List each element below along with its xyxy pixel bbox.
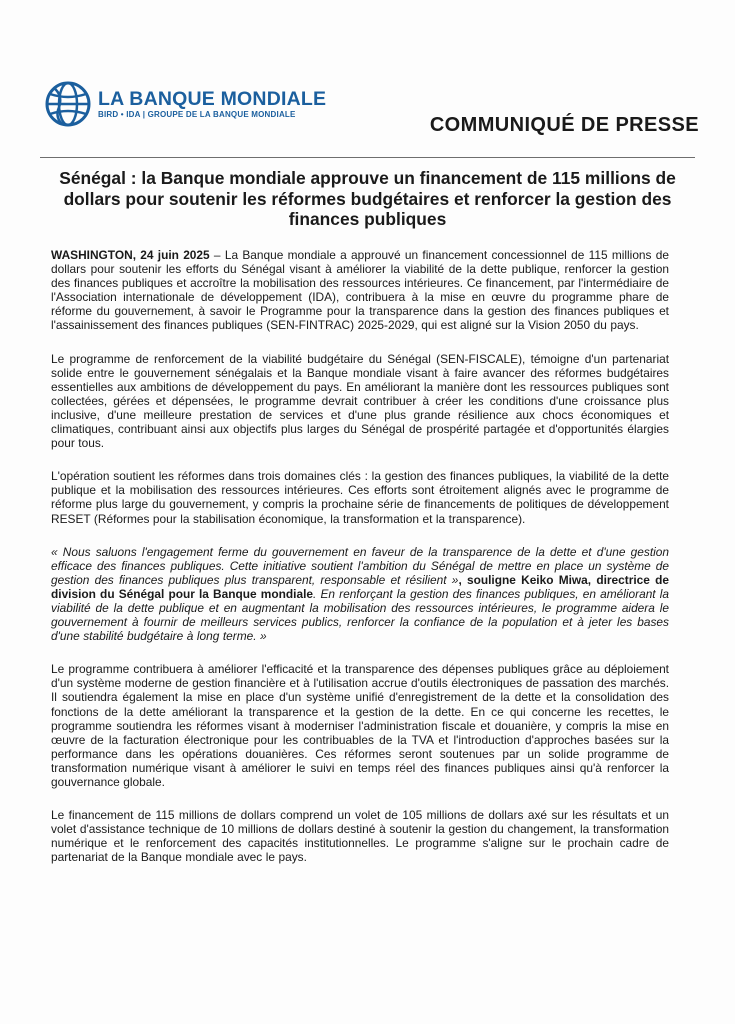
header-divider xyxy=(40,157,695,158)
paragraph-1 xyxy=(51,248,669,333)
article-body xyxy=(51,248,669,883)
quote-attribution: , souligne Keiko Miwa, directrice de division du Sénégal pour la Banque mondiale xyxy=(51,572,669,601)
document-header xyxy=(44,80,699,140)
headline: Sénégal : la Banque mondiale approuve un financement de 115 millions de dollars pour soutenir les réformes budgétaires et renforcer la gestion des finances publiques xyxy=(59,168,676,229)
paragraph-5: Le programme contribuera à améliorer l'efficacité et la transparence des dépenses publiques grâce au déploiement d'un système moderne de gestion financière et à l'utilisation accrue d'outils électroniques de passation des marchés. Il soutiendra également la mise en place d'un système unifié d'enregistrement de la dette et la consolidation des fonctions de la dette améliorant la transparence et la gestion de la dette. En ce qui concerne les recettes, le programme soutiendra les réformes visant à moderniser l'administration fiscale et douanière, y compris la mise en œuvre de la facturation électronique pour les contribuables de la TVA et l'introduction d'approches basées sur la performance dans les opérations douanières. Ces réformes seront soutenues par un solide programme de transformation numérique visant à améliorer le suivi en temps réel des finances publiques ainsi qu'à renforcer la gouvernance globale. xyxy=(51,662,669,789)
quote-part-a: « Nous saluons l'engagement ferme du gouvernement en faveur de la transparence de la dette et d'une gestion efficace des finances publiques. Cette initiative soutient l'ambition du Sénégal de mettre en place un système de gestion des finances publiques plus transparent, responsable et résilient » xyxy=(51,544,669,587)
globe-icon xyxy=(44,80,92,128)
paragraph-6: Le financement de 115 millions de dollars comprend un volet de 105 millions de dollars axé sur les résultats et un volet d'assistance technique de 10 millions de dollars destiné à soutenir la gestion du changement, la transformation numérique et le renforcement des capacités institutionnelles. Le programme s'aligne sur le prochain cadre de partenariat de la Banque mondiale avec le pays. xyxy=(51,808,669,865)
world-bank-logo xyxy=(44,80,326,128)
press-release-label: COMMUNIQUÉ DE PRESSE xyxy=(429,114,699,136)
paragraph-3: L'opération soutient les réformes dans trois domaines clés : la gestion des finances publiques, la viabilité de la dette publique et la mobilisation des ressources intérieures. Ces efforts sont étroitement alignés avec le programme de réforme plus large du gouvernement, y compris la prochaine série de financements de politiques de développement RESET (Réformes pour la stabilisation économique, la transformation et la transparence). xyxy=(51,469,669,526)
quote-part-b: . En renforçant la gestion des finances publiques, en améliorant la viabilité de la dette publique et en augmentant la mobilisation des ressources intérieures, le programme aidera le gouvernement à fournir de meilleurs services publics, renforcer la confiance de la population et à jeter les bases d'une stabilité budgétaire à long terme. » xyxy=(51,586,669,644)
dateline: WASHINGTON, 24 juin 2025 xyxy=(51,248,210,262)
paragraph-quote xyxy=(51,545,669,644)
logo-name: LA BANQUE MONDIALE xyxy=(98,88,327,110)
logo-subtitle: BIRD • IDA | GROUPE DE LA BANQUE MONDIALE xyxy=(98,110,296,119)
paragraph-2: Le programme de renforcement de la viabilité budgétaire du Sénégal (SEN-FISCALE), témoigne d'un partenariat solide entre le gouvernement sénégalais et la Banque mondiale visant à faire avancer des réformes budgétaires essentielles aux ambitions de développement du pays. En améliorant la manière dont les ressources publiques sont collectées, gérées et dépensées, le programme devrait contribuer à créer les conditions d'une croissance plus inclusive, d'une meilleure prestation de services et d'une plus grande résilience aux chocs économiques et climatiques, contribuant ainsi aux objectifs plus larges du Sénégal de prospérité partagée et d'opportunités élargies pour tous. xyxy=(51,351,669,451)
paragraph-1-text: – La Banque mondiale a approuvé un financement concessionnel de 115 millions de dollars pour soutenir les efforts du Sénégal visant à améliorer la viabilité de la dette publique, renforcer la gestion des finances publiques et accroître la mobilisation des ressources intérieures. Ce financement, par l'intermédiaire de l'Association internationale de développement (IDA), contribuera à la mise en œuvre du programme phare de réforme du gouvernement, à savoir le Programme pour la transparence dans la gestion des finances publiques et l'assainissement des finances publiques (SEN-FINTRAC) 2025-2029, qui est aligné sur la Vision 2050 du pays. xyxy=(51,248,669,333)
